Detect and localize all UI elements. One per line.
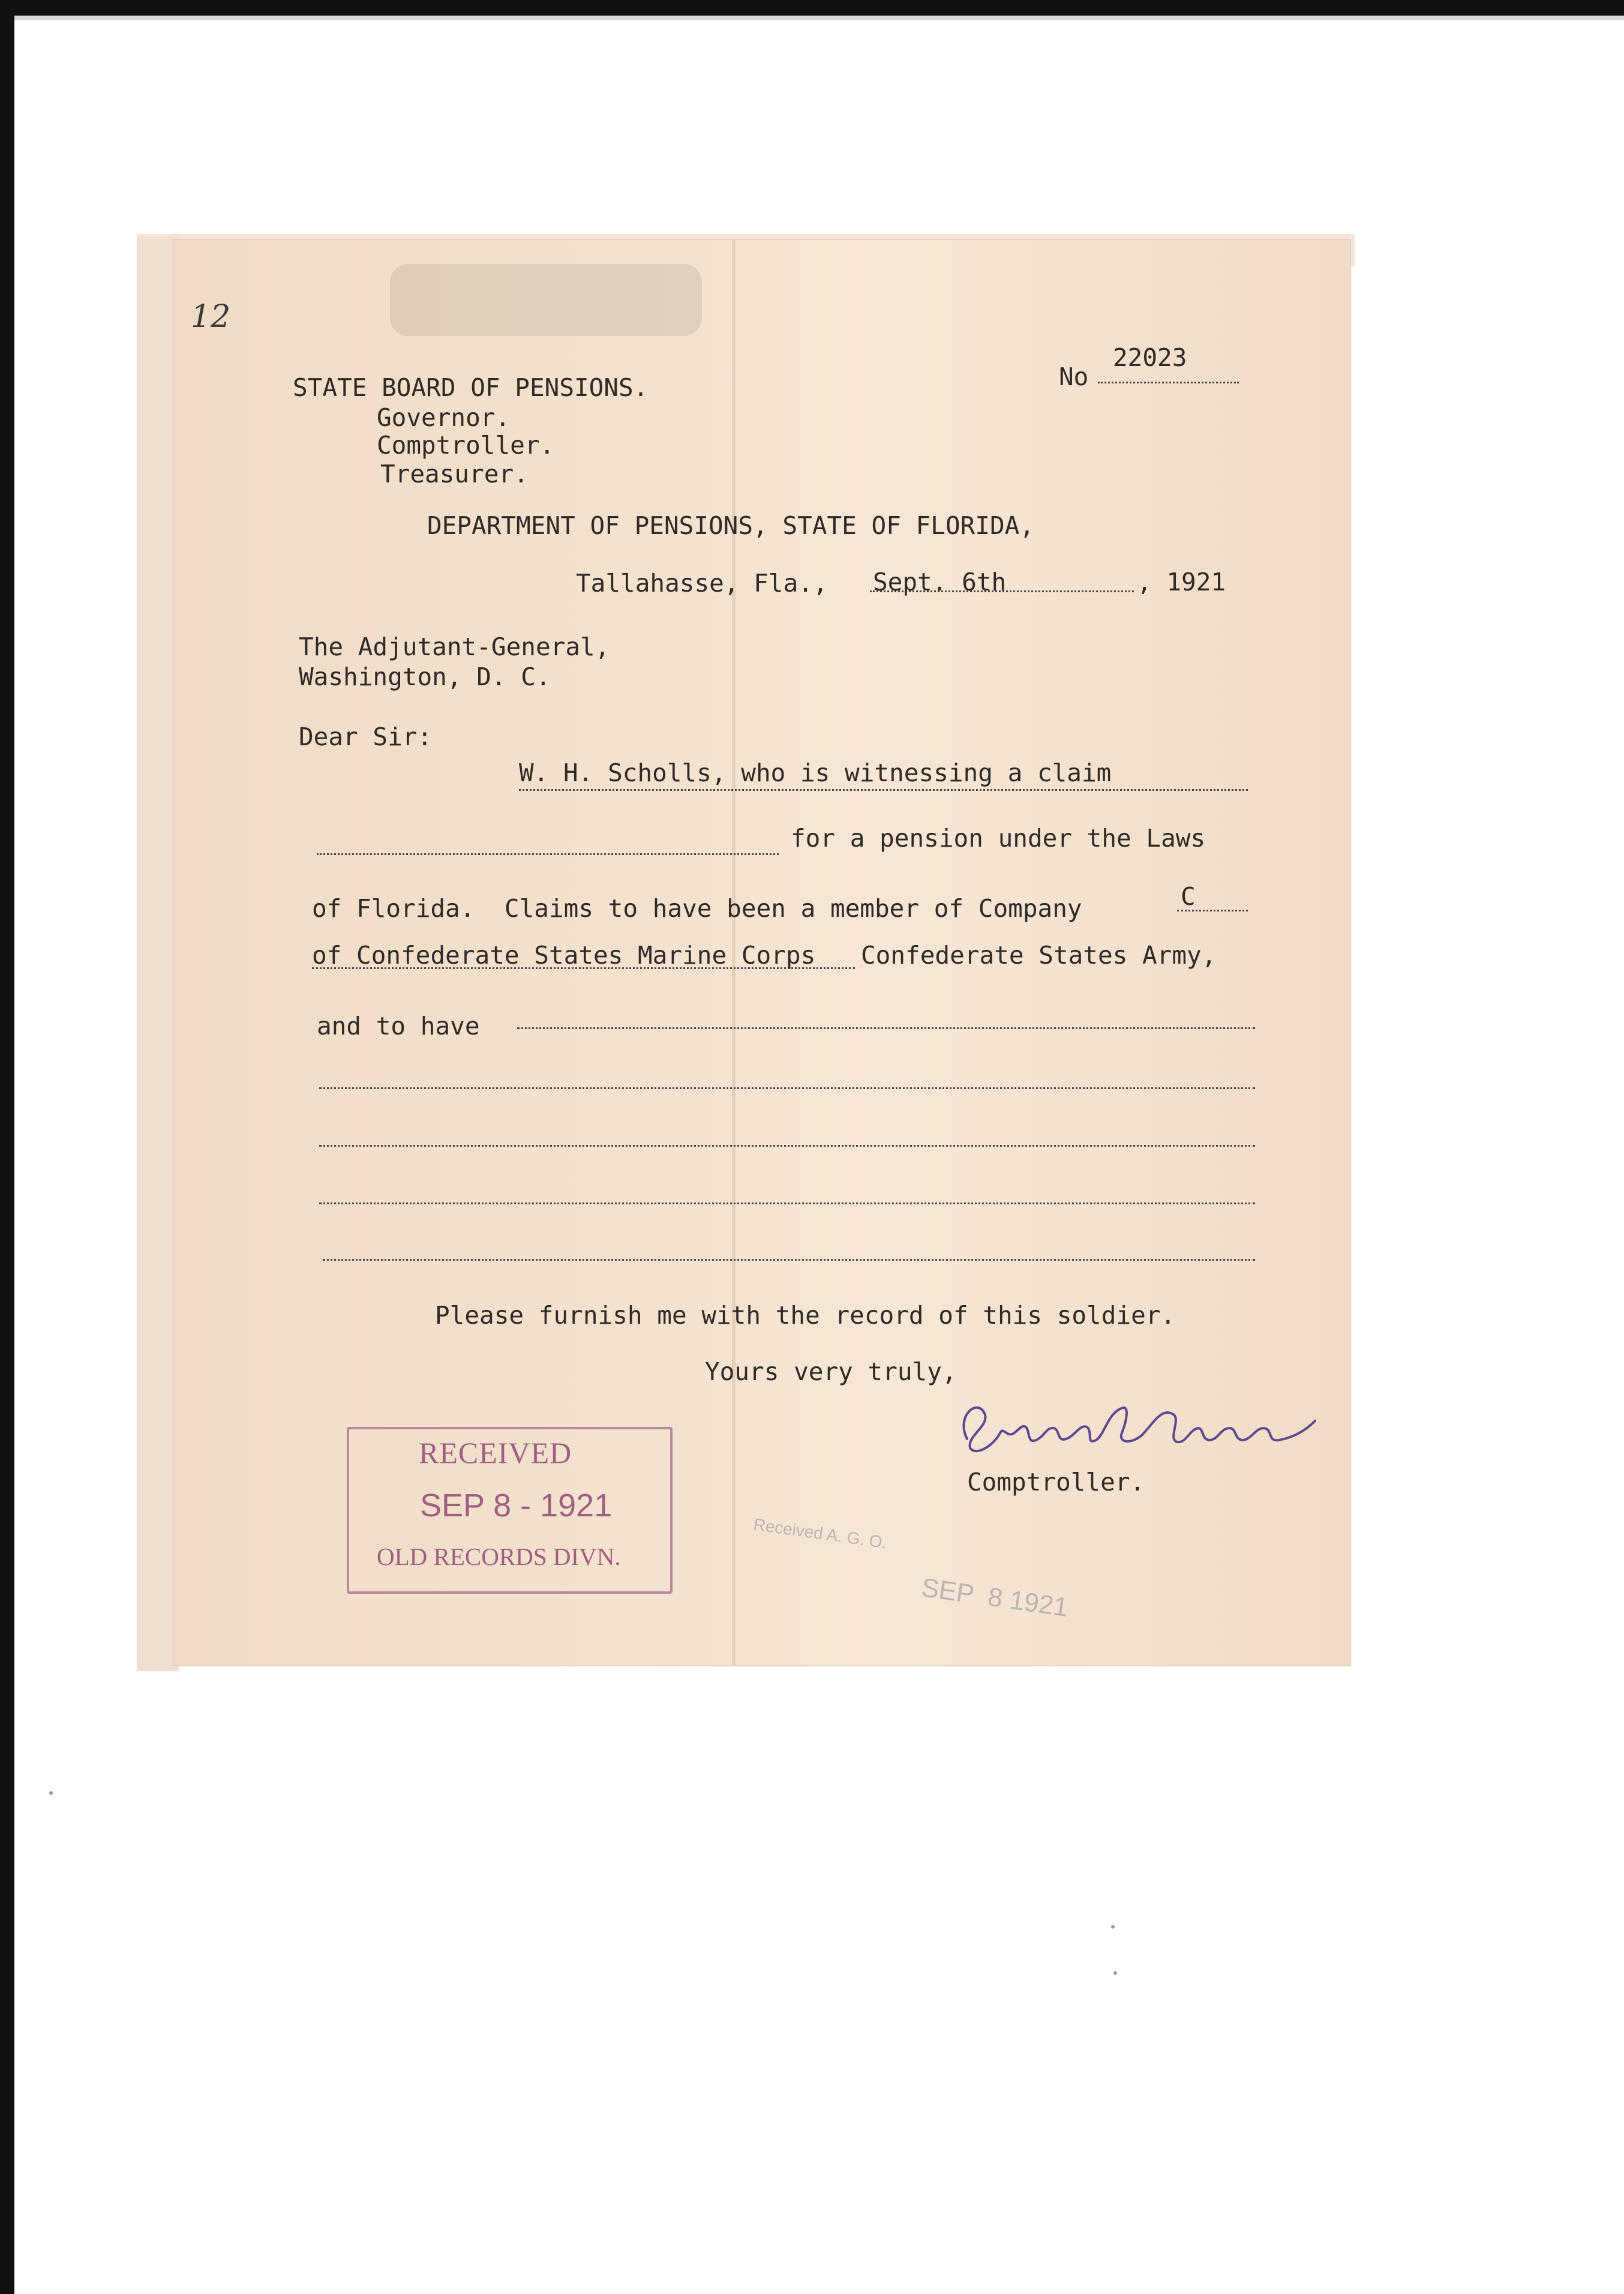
stamp-date: SEP 8 - 1921: [420, 1488, 613, 1524]
signature: [943, 1391, 1327, 1463]
letter-date: Sept. 6th: [873, 568, 1007, 596]
signer-title: Comptroller.: [967, 1468, 1145, 1497]
faint-stamp-date: SEP 8 1921: [919, 1573, 1070, 1623]
number-blank: [1098, 382, 1239, 383]
year-prefix: , 192: [1137, 568, 1211, 596]
pencil-annotation: 12: [191, 299, 231, 335]
scan-speck: [1111, 1925, 1115, 1929]
company-letter: C: [1181, 882, 1196, 911]
army-text: Confederate States Army,: [861, 941, 1217, 970]
unit-text: of Confederate States Marine Corps: [312, 941, 816, 970]
board-member: Comptroller.: [377, 431, 555, 460]
addressee-line: The Adjutant-General,: [299, 632, 610, 661]
scan-speck: [1113, 1971, 1117, 1975]
claimant-text: W. H. Scholls, who is witnessing a claim: [519, 758, 1112, 787]
board-title: STATE BOARD OF PENSIONS.: [293, 373, 649, 402]
number-label: No: [1059, 362, 1089, 391]
department-heading: DEPARTMENT OF PENSIONS, STATE OF FLORIDA,: [427, 511, 1035, 540]
stamp-received-text: RECEIVED: [419, 1436, 572, 1470]
closing: Yours very truly,: [705, 1357, 957, 1386]
detail-blank: [517, 1027, 1255, 1029]
detail-blank: [319, 1145, 1255, 1147]
paper-backing-left: [137, 237, 179, 1671]
detail-blank: [323, 1259, 1255, 1261]
scan-speck: [49, 1791, 53, 1795]
year-digit: 1: [1211, 568, 1226, 596]
scan-border-inner: [14, 16, 1624, 20]
letter-place: Tallahasse, Fla.,: [576, 569, 828, 598]
board-member: Treasurer.: [380, 460, 529, 488]
detail-blank: [319, 1203, 1255, 1204]
stamp-division: OLD RECORDS DIVN.: [377, 1543, 621, 1570]
pension-text: for a pension under the Laws: [791, 824, 1206, 853]
claim-blank: [317, 853, 779, 855]
request-text: Please furnish me with the record of this soldier.: [435, 1301, 1176, 1330]
faint-stamp-line: Received A. G. O.: [752, 1515, 888, 1552]
letter-year: [1137, 568, 1226, 596]
to-have-text: and to have: [317, 1012, 480, 1040]
scan-border-left: [0, 0, 14, 2294]
scan-border-top: [0, 0, 1624, 16]
salutation: Dear Sir:: [299, 722, 433, 751]
florida-text: of Florida. Claims to have been a member of Company: [312, 894, 1082, 923]
board-member: Governor.: [377, 403, 511, 432]
addressee-line: Washington, D. C.: [299, 662, 551, 691]
detail-blank: [319, 1087, 1255, 1089]
letterhead-blot: [390, 264, 702, 336]
form-number: 22023: [1113, 343, 1187, 372]
claimant-blank: [519, 789, 1248, 791]
